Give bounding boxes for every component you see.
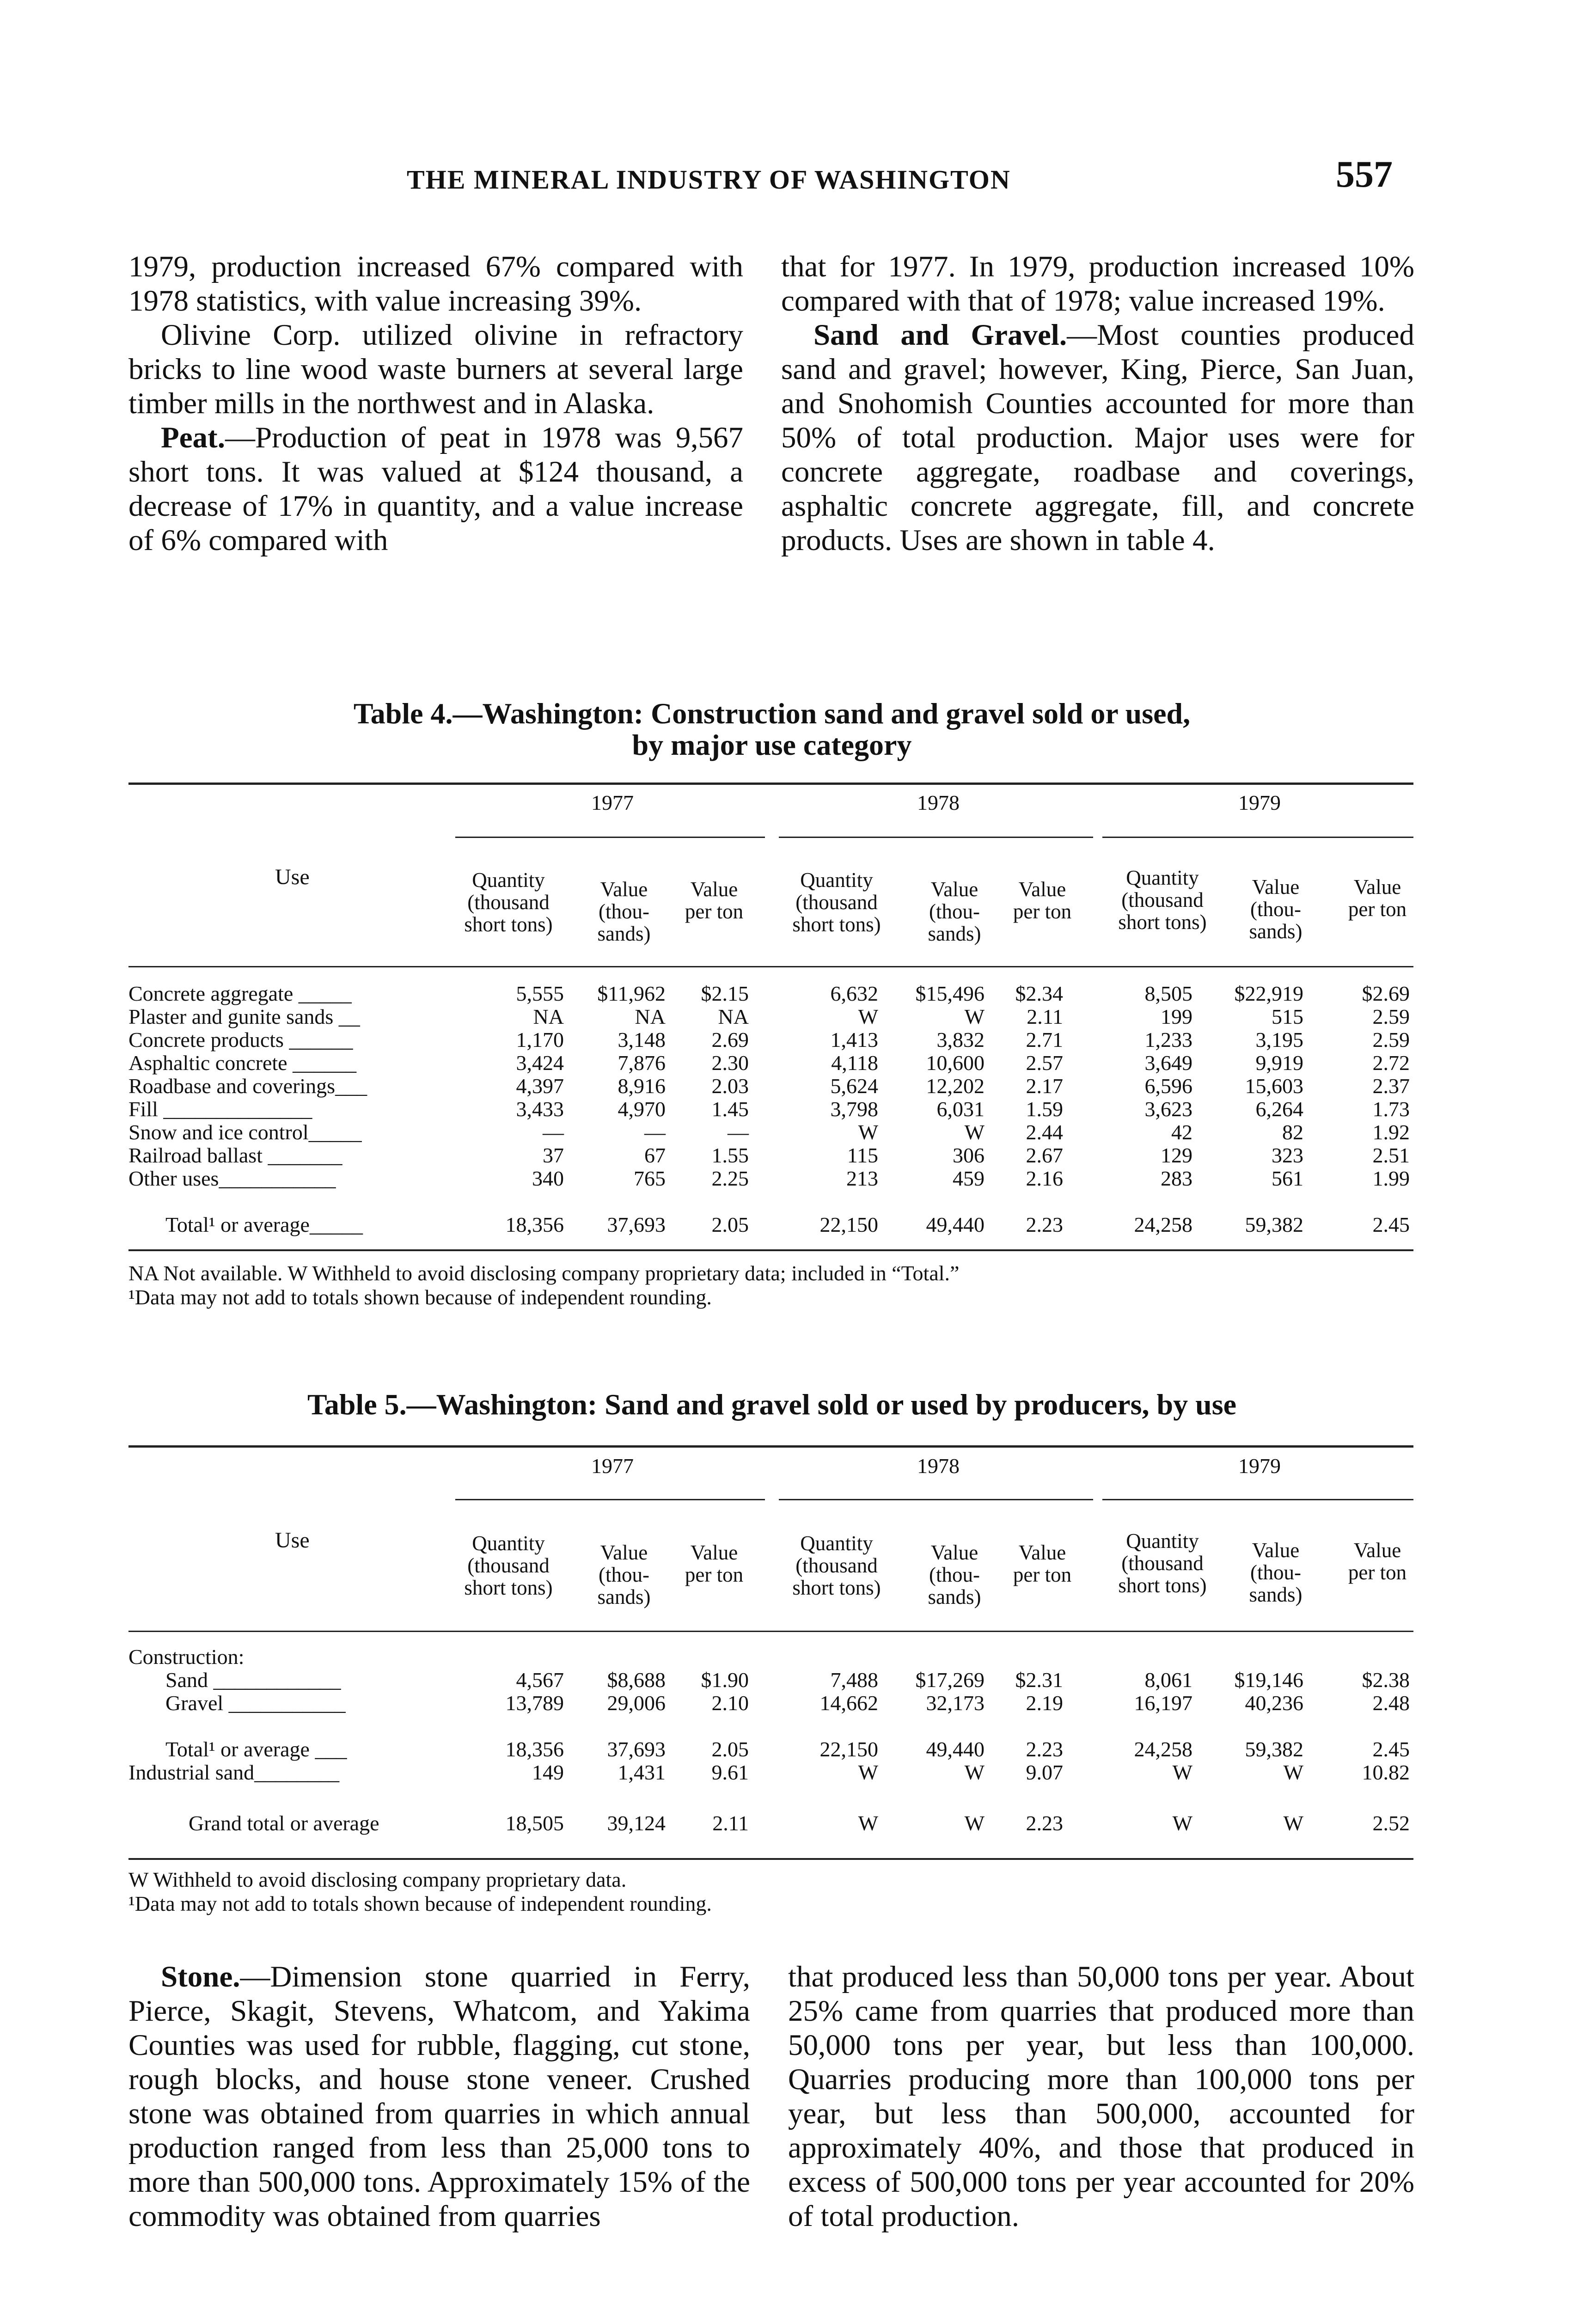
table-cell: 515 <box>1272 1005 1303 1028</box>
row-label: Sand ____________ <box>165 1668 341 1692</box>
table-cell: W <box>858 1120 878 1144</box>
table-cell: W <box>858 1005 878 1028</box>
row-label: Plaster and gunite sands __ <box>128 1005 360 1028</box>
table-cell: 7,488 <box>830 1668 878 1692</box>
table-cell: 2.72 <box>1372 1051 1410 1075</box>
table-cell: 2.05 <box>711 1213 749 1236</box>
table-cell: 59,382 <box>1245 1213 1303 1236</box>
total-row <box>128 1190 1413 1236</box>
table-cell: 67 <box>644 1143 666 1167</box>
top-left-column <box>128 250 743 557</box>
table-cell: $22,919 <box>1234 982 1303 1005</box>
table-cell: 59,382 <box>1245 1737 1303 1761</box>
table5-year-1979: 1979 <box>1238 1454 1281 1478</box>
table5-use-header: Use <box>275 1528 310 1553</box>
page-number: 557 <box>1336 153 1393 195</box>
table5-footnote-rounding: ¹Data may not add to totals shown because of independent rounding. <box>128 1892 712 1915</box>
table-cell: W <box>1172 1761 1192 1784</box>
table-cell: 129 <box>1161 1143 1192 1167</box>
table-cell-empty <box>1196 1645 1307 1669</box>
table-cell: $2.31 <box>1015 1668 1063 1692</box>
table-cell: 32,173 <box>926 1691 985 1715</box>
row-label: Industrial sand________ <box>128 1761 340 1784</box>
table-cell: 39,124 <box>607 1811 666 1835</box>
table-cell-empty <box>988 1645 1067 1669</box>
table-cell: 3,798 <box>830 1097 878 1121</box>
table-cell: 37,693 <box>607 1737 666 1761</box>
table-row <box>128 1761 1413 1784</box>
table-cell: 18,356 <box>505 1213 564 1236</box>
table5-year-rule <box>455 1499 765 1500</box>
table5-footnote-legend: W Withheld to avoid disclosing company proprietary data. <box>128 1868 627 1891</box>
table-cell: 2.67 <box>1026 1143 1063 1167</box>
table-cell: 306 <box>953 1143 985 1167</box>
table-cell: NA <box>533 1005 564 1028</box>
table-cell: W <box>964 1120 985 1144</box>
table-cell-empty <box>882 1645 988 1669</box>
table-cell: 2.17 <box>1026 1074 1063 1098</box>
table5-title: Table 5.—Washington: Sand and gravel sold or used by producers, by use <box>307 1388 1236 1421</box>
row-label: Railroad ballast _______ <box>128 1143 342 1167</box>
table5-col-value-per-ton: Value per ton <box>1348 1539 1407 1584</box>
table5-col-value: Value (thou- sands) <box>1249 1539 1302 1606</box>
table-cell: 2.25 <box>711 1167 749 1190</box>
table-cell: 1.45 <box>711 1097 749 1121</box>
row-label: Grand total or average <box>189 1811 379 1835</box>
row-label: Other uses___________ <box>128 1167 336 1190</box>
paragraph-text: —Production of peat in 1978 was 9,567 short tons. It was valued at $124 thousand, a decrease of 17% in quantity, and a value increase of 6% compared with <box>128 421 743 557</box>
table-cell: 13,789 <box>505 1691 564 1715</box>
table-cell: 1,170 <box>516 1028 564 1052</box>
table-cell: 1.92 <box>1372 1120 1410 1144</box>
total-row <box>128 1715 1413 1761</box>
table-cell: $2.15 <box>701 982 749 1005</box>
table5-top-rule <box>128 1445 1413 1448</box>
table-cell: 3,623 <box>1144 1097 1192 1121</box>
table4-year-rule <box>779 837 1093 838</box>
table5-bottom-rule <box>128 1858 1413 1860</box>
table-cell: 12,202 <box>926 1074 985 1098</box>
table-cell: 2.23 <box>1026 1213 1063 1236</box>
table4-footnote-legend: NA Not available. W Withheld to avoid disclosing company proprietary data; included in “Total.” <box>128 1261 960 1285</box>
table-cell: 6,596 <box>1144 1074 1192 1098</box>
table-cell: 3,649 <box>1144 1051 1192 1075</box>
table-cell: $17,269 <box>915 1668 985 1692</box>
table-cell: 2.11 <box>1027 1005 1063 1028</box>
row-label: Snow and ice control_____ <box>128 1120 362 1144</box>
paragraph-text: —Most counties produced sand and gravel; however, King, Pierce, San Juan, and Snohomish Counties accounted for more than 50% of total production. Major uses were for concrete aggregate, roadbase and coverings, asphaltic concrete aggregate, fill, and concrete products. Uses are shown in table 4. <box>781 318 1414 557</box>
table-cell: 9.07 <box>1026 1761 1063 1784</box>
table-cell: 6,632 <box>830 982 878 1005</box>
row-label: Roadbase and coverings___ <box>128 1074 367 1098</box>
table-row <box>128 1028 1413 1052</box>
table4-title <box>176 698 1368 761</box>
table-cell: 2.19 <box>1026 1691 1063 1715</box>
table-row <box>128 1669 1413 1692</box>
table-cell: $2.34 <box>1015 982 1063 1005</box>
table-cell: 149 <box>532 1761 564 1784</box>
table4-footnote-rounding: ¹Data may not add to totals shown because of independent rounding. <box>128 1285 712 1309</box>
table-row <box>128 982 1413 1005</box>
table4-col-value: Value (thou- sands) <box>597 878 651 945</box>
table-cell: 2.44 <box>1026 1120 1063 1144</box>
table5-body <box>128 1645 1413 1835</box>
table4-bottom-rule <box>128 1249 1413 1251</box>
table-cell: 765 <box>634 1167 666 1190</box>
table-cell: 3,832 <box>936 1028 985 1052</box>
table4-title-line1: Table 4.—Washington: Construction sand and gravel sold or used, <box>353 697 1191 730</box>
table-cell: W <box>858 1761 878 1784</box>
bottom-left-column <box>128 1960 750 2233</box>
table4-col-quantity: Quantity (thousand short tons) <box>1118 866 1207 934</box>
table-cell-empty <box>669 1645 752 1669</box>
table4-col-quantity: Quantity (thousand short tons) <box>464 868 553 936</box>
paragraph <box>128 421 743 557</box>
table5-year-1978: 1978 <box>917 1454 960 1478</box>
running-head: THE MINERAL INDUSTRY OF WASHINGTON <box>407 165 1011 195</box>
table-cell: 4,970 <box>618 1097 666 1121</box>
table5-col-quantity: Quantity (thousand short tons) <box>1118 1529 1207 1597</box>
table-row <box>128 1098 1413 1121</box>
row-label: Fill ______________ <box>128 1097 312 1121</box>
table-cell: 16,197 <box>1134 1691 1192 1715</box>
table4-year-1977: 1977 <box>591 791 634 814</box>
table-cell: 2.51 <box>1372 1143 1410 1167</box>
table-cell: 3,148 <box>618 1028 666 1052</box>
table-cell: 2.57 <box>1026 1051 1063 1075</box>
table-row <box>128 1052 1413 1075</box>
table-cell: 2.10 <box>711 1691 749 1715</box>
table-cell: 18,505 <box>505 1811 564 1835</box>
table-cell: 49,440 <box>926 1213 985 1236</box>
table-cell: 8,505 <box>1144 982 1192 1005</box>
table-cell: — <box>728 1120 749 1144</box>
table-cell: 1,431 <box>618 1761 666 1784</box>
row-label: Gravel ___________ <box>165 1691 346 1715</box>
table-cell: 2.45 <box>1372 1737 1410 1761</box>
table-cell-empty <box>1307 1645 1413 1669</box>
section-row <box>128 1645 1413 1669</box>
grand-total-row <box>128 1784 1413 1835</box>
table-row <box>128 1005 1413 1028</box>
table-cell: 9,919 <box>1255 1051 1303 1075</box>
table-cell: 3,424 <box>516 1051 564 1075</box>
table4-year-rule <box>1102 837 1413 838</box>
table-row <box>128 1075 1413 1098</box>
table-cell-empty <box>752 1645 882 1669</box>
paragraph-text: —Dimension stone quarried in Ferry, Pierce, Skagit, Stevens, Whatcom, and Yakima Counties was used for rubble, flagging, cut stone, rough blocks, and house stone veneer. Crushed stone was obtained from quarries in which annual production ranged from less than 25,000 tons to more than 500,000 tons. Approximately 15% of the commodity was obtained from quarries <box>128 1960 750 2233</box>
table-cell: 18,356 <box>505 1737 564 1761</box>
table4-col-value-per-ton: Value per ton <box>685 878 744 923</box>
table-cell: — <box>644 1120 666 1144</box>
table-cell: 10.82 <box>1362 1761 1410 1784</box>
table-cell: 199 <box>1161 1005 1192 1028</box>
table4-use-header: Use <box>275 865 310 889</box>
table-cell: 2.16 <box>1026 1167 1063 1190</box>
table-cell: 7,876 <box>618 1051 666 1075</box>
table-cell: 2.71 <box>1026 1028 1063 1052</box>
table-cell: 340 <box>532 1167 564 1190</box>
table-cell: 2.05 <box>711 1737 749 1761</box>
table-cell-empty <box>443 1645 568 1669</box>
table-cell: 24,258 <box>1134 1213 1192 1236</box>
table-cell: 40,236 <box>1245 1691 1303 1715</box>
table-cell: 459 <box>953 1167 985 1190</box>
table-cell: 8,061 <box>1144 1668 1192 1692</box>
table-cell: 22,150 <box>819 1737 878 1761</box>
table-cell: 4,397 <box>516 1074 564 1098</box>
table-cell: 1.73 <box>1372 1097 1410 1121</box>
section-heading-sand-gravel: Sand and Gravel. <box>813 318 1067 352</box>
table4-col-value-per-ton: Value per ton <box>1013 878 1072 923</box>
table-cell: 4,118 <box>831 1051 878 1075</box>
table4-year-1978: 1978 <box>917 791 960 814</box>
table-cell: 213 <box>846 1167 878 1190</box>
bottom-right-column <box>788 1960 1414 2233</box>
table5-col-value-per-ton: Value per ton <box>685 1541 744 1586</box>
table5-col-value: Value (thou- sands) <box>928 1541 981 1608</box>
table-cell: 323 <box>1272 1143 1303 1167</box>
row-label: Total¹ or average_____ <box>165 1213 363 1236</box>
table4-year-1979: 1979 <box>1238 791 1281 814</box>
paragraph: 1979, production increased 67% compared with 1978 statistics, with value increasing 39%. <box>128 250 743 318</box>
table-row <box>128 1692 1413 1715</box>
table-cell: 2.23 <box>1026 1737 1063 1761</box>
table-cell: 9.61 <box>711 1761 749 1784</box>
table-cell: 5,555 <box>516 982 564 1005</box>
table-cell: W <box>1283 1811 1303 1835</box>
table-cell: W <box>964 1005 985 1028</box>
table-cell: 2.59 <box>1372 1005 1410 1028</box>
table-row <box>128 1144 1413 1167</box>
row-label: Concrete aggregate _____ <box>128 982 352 1005</box>
table-cell: W <box>858 1811 878 1835</box>
table4-col-value-per-ton: Value per ton <box>1348 875 1407 921</box>
table-cell: 29,006 <box>607 1691 666 1715</box>
table5-col-value-per-ton: Value per ton <box>1013 1541 1072 1586</box>
table-cell: 2.23 <box>1026 1811 1063 1835</box>
table-cell: $2.69 <box>1362 982 1410 1005</box>
table-cell: 14,662 <box>819 1691 878 1715</box>
table-cell: 1.55 <box>711 1143 749 1167</box>
table-cell: 2.37 <box>1372 1074 1410 1098</box>
table4-year-rule <box>455 837 765 838</box>
table-cell: W <box>964 1811 985 1835</box>
table5-col-quantity: Quantity (thousand short tons) <box>792 1532 881 1599</box>
table-cell: $15,496 <box>915 982 985 1005</box>
row-label: Total¹ or average ___ <box>165 1737 347 1761</box>
table-row <box>128 1167 1413 1190</box>
table4-title-line2: by major use category <box>632 728 912 761</box>
top-right-column <box>781 250 1414 557</box>
table-cell: 1,233 <box>1144 1028 1192 1052</box>
table-cell: 561 <box>1272 1167 1303 1190</box>
table-cell: W <box>1172 1811 1192 1835</box>
row-label: Construction: <box>128 1645 245 1669</box>
table-cell: 115 <box>847 1143 878 1167</box>
table-cell: 2.52 <box>1372 1811 1410 1835</box>
table-cell: 2.48 <box>1372 1691 1410 1715</box>
paragraph: that for 1977. In 1979, production increased 10% compared with that of 1978; value increased 19%. <box>781 250 1414 318</box>
table-cell: $19,146 <box>1234 1668 1303 1692</box>
row-label: Concrete products ______ <box>128 1028 353 1052</box>
paragraph: that produced less than 50,000 tons per year. About 25% came from quarries that produced more than 50,000 tons per year, but less than 100,000. Quarries producing more than 100,000 tons per year, but less than 500,000, accounted for approximately 40%, and those that produced in excess of 500,000 tons per year accounted for 20% of total production. <box>788 1960 1414 2233</box>
table-cell: 6,264 <box>1255 1097 1303 1121</box>
table5-year-rule <box>779 1499 1093 1500</box>
table5-year-rule <box>1102 1499 1413 1500</box>
table-cell: W <box>964 1761 985 1784</box>
table4-col-quantity: Quantity (thousand short tons) <box>792 868 881 936</box>
table-cell: 1,413 <box>830 1028 878 1052</box>
paragraph: Olivine Corp. utilized olivine in refractory bricks to line wood waste burners at several large timber mills in the northwest and in Alaska. <box>128 318 743 420</box>
table-cell: 49,440 <box>926 1737 985 1761</box>
table4-col-value: Value (thou- sands) <box>1249 875 1302 943</box>
table-cell: NA <box>635 1005 666 1028</box>
table-cell: $11,962 <box>597 982 666 1005</box>
table-cell: 5,624 <box>830 1074 878 1098</box>
table-cell-empty <box>1067 1645 1196 1669</box>
table-cell: $1.90 <box>701 1668 749 1692</box>
paragraph <box>128 1960 750 2233</box>
table-cell: 2.11 <box>712 1811 749 1835</box>
table-cell: 37 <box>543 1143 564 1167</box>
table-cell: 22,150 <box>819 1213 878 1236</box>
table-cell-empty <box>568 1645 669 1669</box>
table-cell: 2.45 <box>1372 1213 1410 1236</box>
table-cell: NA <box>718 1005 749 1028</box>
table-cell: 2.03 <box>711 1074 749 1098</box>
table-cell: 6,031 <box>936 1097 985 1121</box>
table-cell: 24,258 <box>1134 1737 1192 1761</box>
paragraph <box>781 318 1414 557</box>
table-cell: 42 <box>1171 1120 1192 1144</box>
table-cell: 37,693 <box>607 1213 666 1236</box>
table5-col-quantity: Quantity (thousand short tons) <box>464 1532 553 1599</box>
table5-header-rule <box>128 1631 1413 1632</box>
table-cell: 3,433 <box>516 1097 564 1121</box>
table-cell: $2.38 <box>1362 1668 1410 1692</box>
table-cell: 1.59 <box>1026 1097 1063 1121</box>
table-cell: — <box>543 1120 564 1144</box>
section-heading-stone: Stone. <box>161 1960 240 1993</box>
table-cell: 2.59 <box>1372 1028 1410 1052</box>
table-cell: 8,916 <box>618 1074 666 1098</box>
table-cell: 2.69 <box>711 1028 749 1052</box>
table-cell: $8,688 <box>607 1668 666 1692</box>
table4-body <box>128 982 1413 1236</box>
table-cell: 283 <box>1161 1167 1192 1190</box>
table-cell: 3,195 <box>1255 1028 1303 1052</box>
table4-top-rule <box>128 783 1413 785</box>
row-label: Asphaltic concrete ______ <box>128 1051 357 1075</box>
table-cell: 15,603 <box>1245 1074 1303 1098</box>
table-cell: 4,567 <box>516 1668 564 1692</box>
table-cell: 1.99 <box>1372 1167 1410 1190</box>
table-cell: 82 <box>1282 1120 1303 1144</box>
table-cell: W <box>1283 1761 1303 1784</box>
table-cell: 10,600 <box>926 1051 985 1075</box>
table4-header-rule <box>128 966 1413 967</box>
table4-col-value: Value (thou- sands) <box>928 878 981 945</box>
table-row <box>128 1121 1413 1144</box>
table5-col-value: Value (thou- sands) <box>597 1541 651 1608</box>
table-cell: 2.30 <box>711 1051 749 1075</box>
table5-year-1977: 1977 <box>591 1454 634 1478</box>
section-heading-peat: Peat. <box>161 421 225 454</box>
